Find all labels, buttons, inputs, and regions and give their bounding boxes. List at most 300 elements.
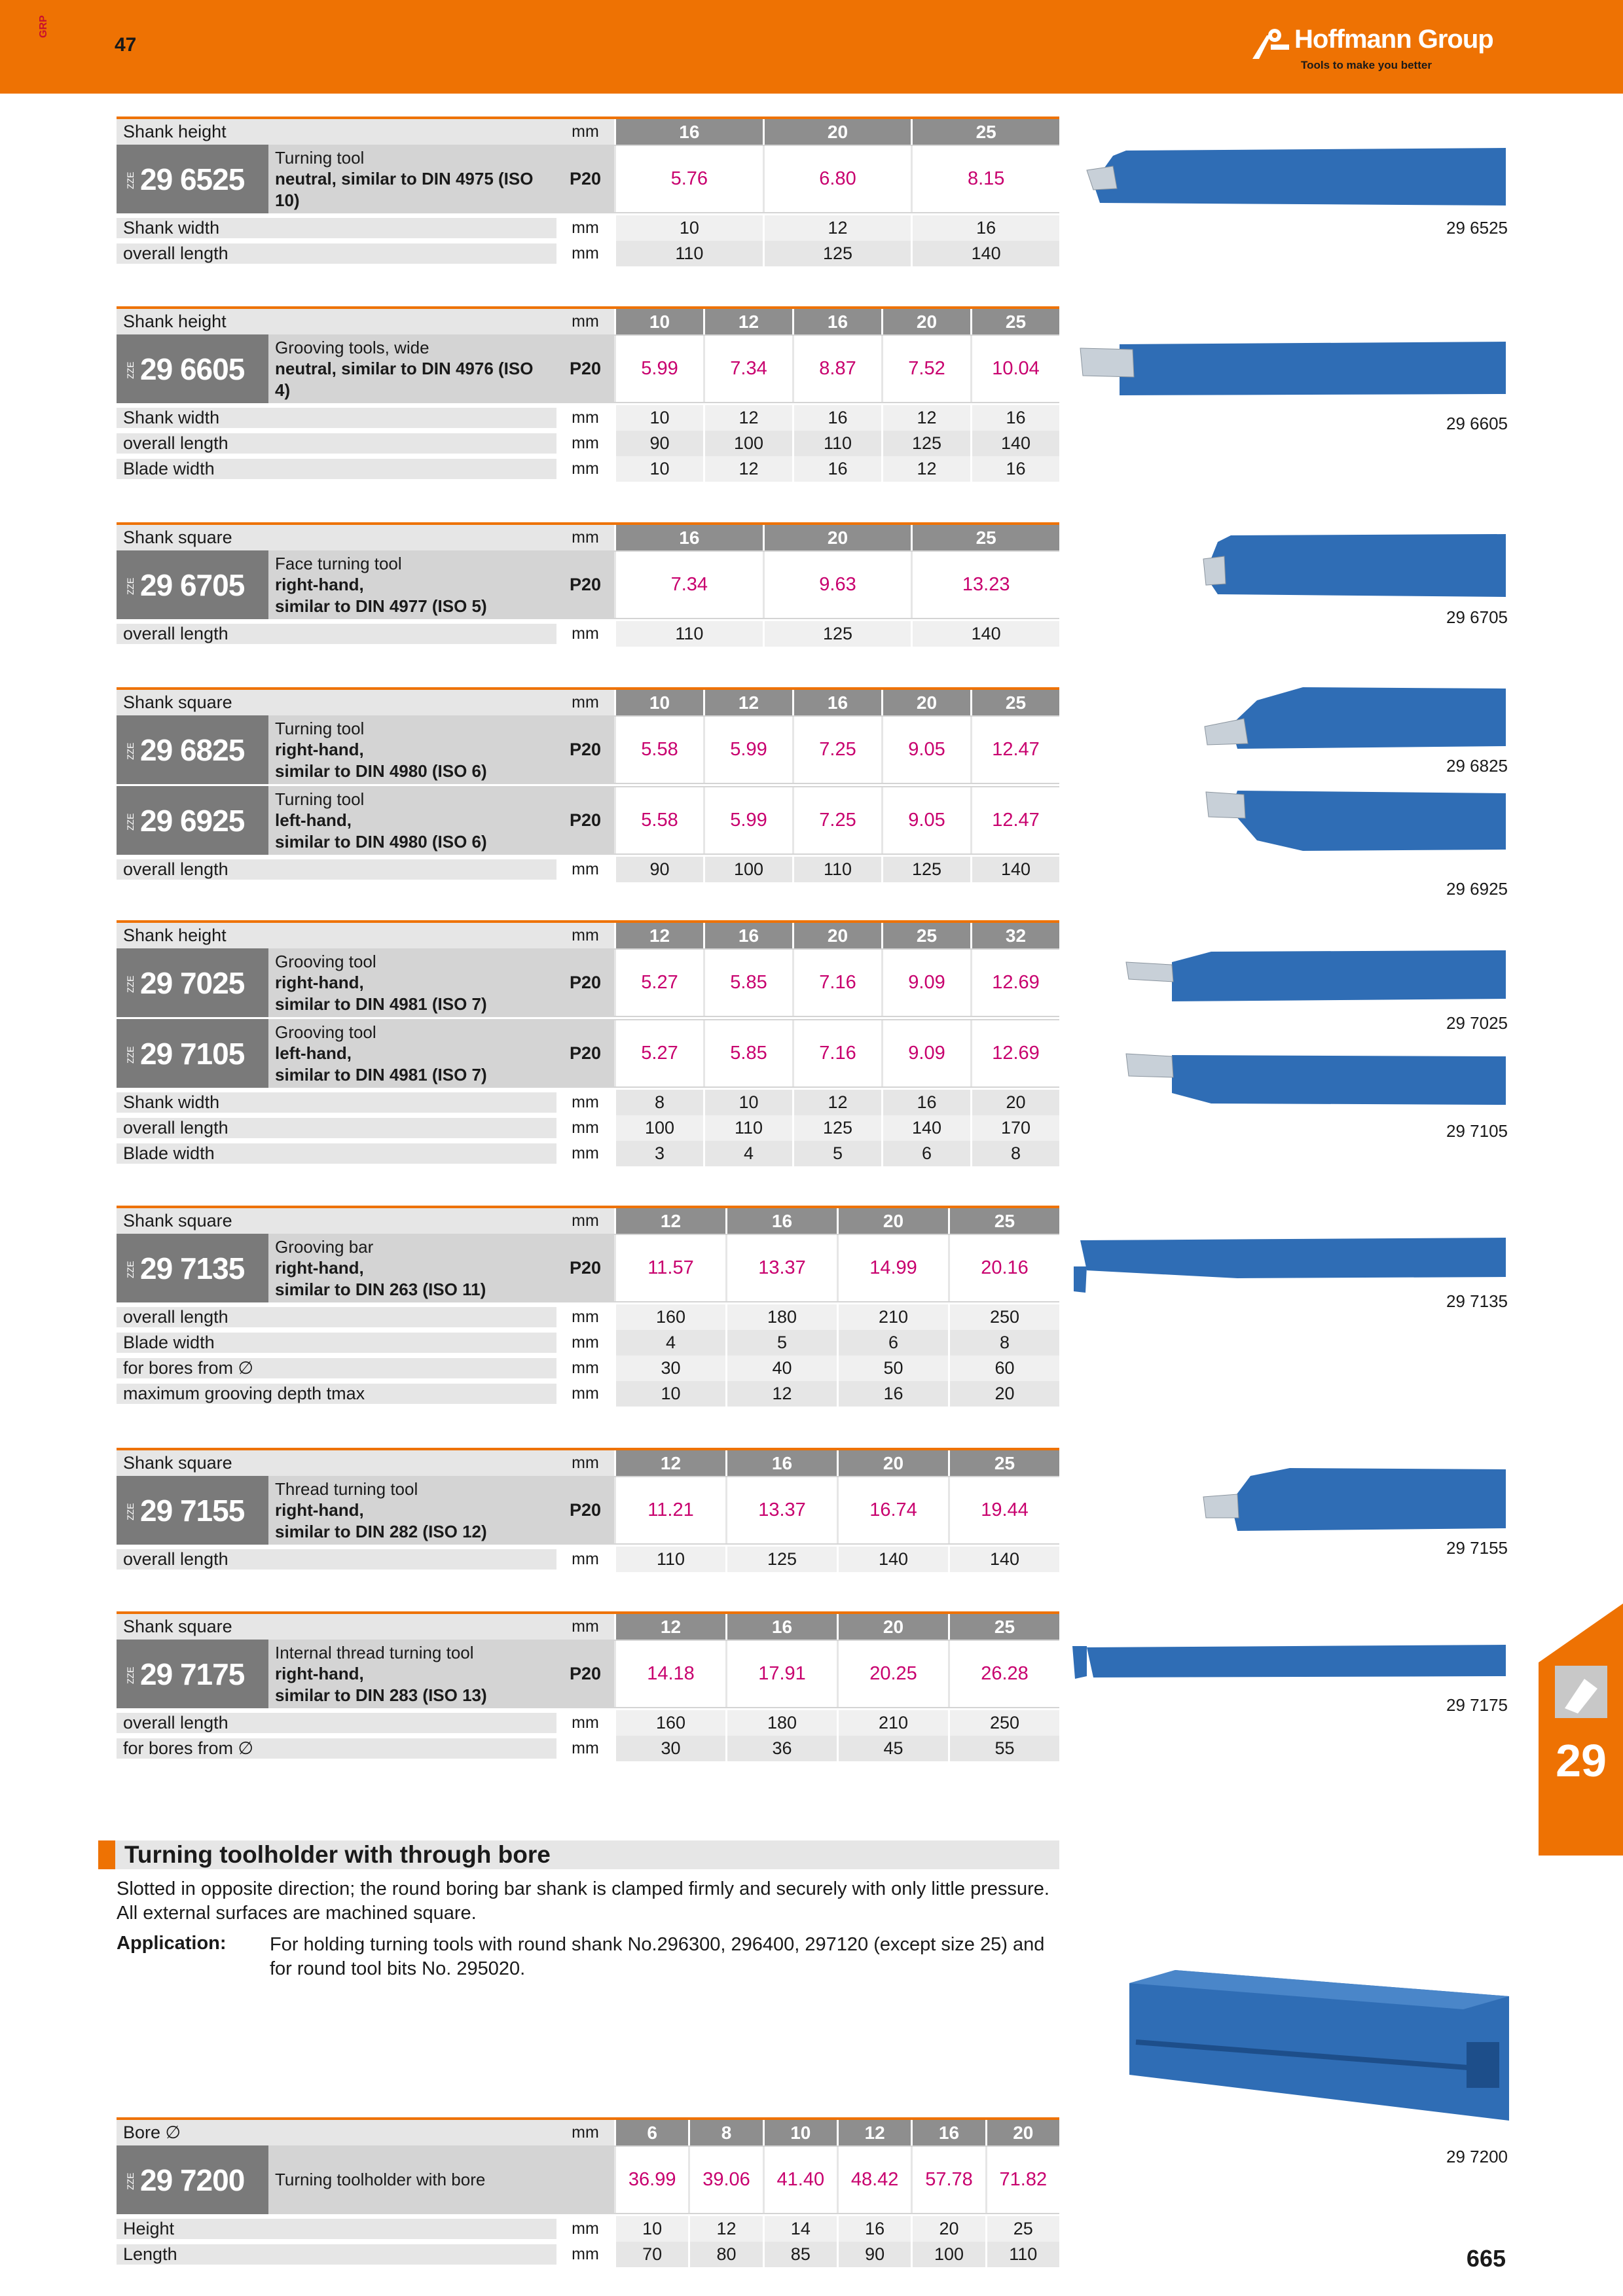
size-column-header: 6 (614, 2120, 688, 2145)
value-cell: 125 (881, 857, 970, 882)
price-cell[interactable]: 9.09 (881, 1020, 970, 1086)
price-cell[interactable]: 9.05 (881, 787, 970, 853)
value-cell: 20 (970, 1090, 1059, 1115)
chapter-number: 29 (1556, 1735, 1607, 1786)
row-label: for bores from ∅ (117, 1738, 556, 1759)
product-row[interactable] (117, 715, 1059, 786)
side-label: GRP (38, 15, 49, 38)
value-cell: 170 (970, 1115, 1059, 1141)
tool-image-296705 (1192, 529, 1512, 607)
row-label: Shank width (117, 1092, 556, 1113)
row-label: Shank square (123, 692, 232, 712)
price-cell[interactable]: 5.85 (703, 950, 792, 1016)
value-cell: 12 (792, 1090, 881, 1115)
row-label: overall length (117, 1118, 556, 1138)
article-number: 29 7025 (140, 965, 245, 1000)
product-table (117, 522, 1059, 647)
row-unit: mm (572, 1119, 599, 1137)
size-column-header: 20 (763, 525, 911, 550)
size-column-header: 16 (725, 1450, 837, 1476)
value-cell: 4 (703, 1141, 792, 1166)
table-row (117, 456, 1059, 482)
product-table (117, 687, 1059, 882)
table-row (117, 1090, 1059, 1115)
value-cell: 5 (792, 1141, 881, 1166)
article-prefix: ZZE (125, 1261, 136, 1278)
size-column-header: 12 (614, 1614, 725, 1640)
product-description (268, 334, 556, 403)
price-cell[interactable]: 57.78 (911, 2147, 985, 2213)
article-number-cell (117, 1476, 268, 1545)
table-header-row (117, 306, 1059, 334)
price-cell[interactable]: 17.91 (725, 1641, 837, 1707)
value-cell: 180 (725, 1304, 837, 1330)
row-label: Length (117, 2244, 556, 2265)
value-cell: 90 (837, 2242, 911, 2267)
row-label: overall length (117, 1307, 556, 1327)
row-values (614, 456, 1059, 482)
logo-text: Hoffmann Group (1294, 25, 1493, 54)
price-cell[interactable]: 20.16 (948, 1235, 1059, 1301)
row-values (614, 1330, 1059, 1355)
figure-id: 29 7200 (1446, 2147, 1508, 2166)
row-label: Shank width (117, 218, 556, 238)
price-cell[interactable]: 12.47 (970, 787, 1059, 853)
price-cell[interactable]: 14.99 (837, 1235, 948, 1301)
value-cell: 10 (614, 405, 703, 431)
price-cell[interactable]: 14.18 (614, 1641, 725, 1707)
value-cell: 140 (911, 241, 1059, 266)
size-column-header: 12 (703, 309, 792, 334)
price-cell[interactable]: 12.47 (970, 717, 1059, 783)
description-bold: left-hand, similar to DIN 4981 (ISO 7) (275, 1043, 487, 1085)
value-cell: 140 (881, 1115, 970, 1141)
price-cells (614, 715, 1059, 784)
grade-label: P20 (556, 550, 614, 619)
size-column-header: 25 (948, 1208, 1059, 1234)
row-unit: mm (572, 1617, 599, 1636)
row-values (614, 2242, 1059, 2267)
price-cells (614, 145, 1059, 213)
price-cells (614, 1019, 1059, 1088)
row-unit: mm (572, 459, 599, 478)
value-cell: 16 (970, 405, 1059, 431)
product-row[interactable] (117, 1019, 1059, 1090)
table-header-row (117, 687, 1059, 715)
tool-image-296925 (1198, 784, 1512, 863)
value-cell: 30 (614, 1355, 725, 1381)
size-column-header: 25 (948, 1614, 1059, 1640)
price-cell[interactable]: 20.25 (837, 1641, 948, 1707)
table-row (117, 1736, 1059, 1761)
article-prefix: ZZE (125, 1666, 136, 1684)
table-row (117, 1547, 1059, 1572)
row-unit: mm (572, 1211, 599, 1230)
value-cell: 16 (792, 456, 881, 482)
article-number-cell (117, 1019, 268, 1088)
price-cell[interactable]: 11.57 (614, 1235, 725, 1301)
price-cell[interactable]: 39.06 (688, 2147, 762, 2213)
row-values (614, 405, 1059, 431)
value-cell: 16 (911, 215, 1059, 241)
price-cell[interactable]: 7.16 (792, 950, 881, 1016)
row-label: Shank height (123, 312, 227, 331)
price-cell[interactable]: 5.99 (703, 787, 792, 853)
product-row[interactable] (117, 1640, 1059, 1710)
price-cell[interactable]: 19.44 (948, 1477, 1059, 1543)
price-cell[interactable]: 7.25 (792, 717, 881, 783)
price-cell[interactable]: 8.15 (911, 146, 1059, 212)
table-row (117, 857, 1059, 882)
size-column-header: 20 (837, 1208, 948, 1234)
row-unit: mm (572, 1713, 599, 1732)
product-description (268, 1234, 556, 1302)
value-cell: 12 (725, 1381, 837, 1407)
row-unit: mm (572, 1333, 599, 1352)
price-cell[interactable]: 7.34 (614, 552, 763, 618)
article-number-cell (117, 1640, 268, 1708)
description-text: Grooving bar (275, 1236, 374, 1257)
row-label: Shank height (123, 925, 227, 945)
value-cell: 100 (614, 1115, 703, 1141)
value-cell: 140 (911, 621, 1059, 647)
description-text: Turning tool (275, 789, 365, 809)
value-cell: 125 (763, 241, 911, 266)
size-column-header: 16 (911, 2120, 985, 2145)
table-row (117, 1381, 1059, 1407)
description-bold: neutral, similar to DIN 4975 (ISO 10) (275, 169, 534, 210)
value-cell: 14 (763, 2216, 837, 2242)
price-cell[interactable]: 12.69 (970, 950, 1059, 1016)
row-label: overall length (117, 1713, 556, 1733)
table-row (117, 215, 1059, 241)
price-cell[interactable]: 71.82 (985, 2147, 1059, 2213)
table-header-row (117, 522, 1059, 550)
description-bold: right-hand, similar to DIN 4977 (ISO 5) (275, 575, 487, 616)
row-unit: mm (572, 926, 599, 944)
description-text: Grooving tool (275, 951, 376, 971)
row-unit: mm (572, 1308, 599, 1326)
size-column-header: 16 (614, 525, 763, 550)
value-cell: 12 (703, 405, 792, 431)
row-unit: mm (572, 1144, 599, 1162)
price-cell[interactable]: 9.05 (881, 717, 970, 783)
row-label: Shank height (123, 122, 227, 141)
chapter-tab[interactable] (1539, 1604, 1623, 1856)
price-cell[interactable]: 5.27 (614, 950, 703, 1016)
product-row[interactable] (117, 1234, 1059, 1304)
row-label: Blade width (117, 1143, 556, 1164)
row-label: overall length (117, 1549, 556, 1570)
size-column-header: 16 (703, 923, 792, 948)
price-cell[interactable]: 36.99 (614, 2147, 688, 2213)
tool-image-296825 (1198, 681, 1512, 759)
value-cell: 4 (614, 1330, 725, 1355)
product-row[interactable] (117, 145, 1059, 215)
price-cells (614, 1234, 1059, 1302)
price-cell[interactable]: 5.99 (614, 336, 703, 402)
row-unit: mm (572, 1739, 599, 1757)
logo-mark-icon (1249, 27, 1292, 60)
header-values (614, 923, 1059, 948)
table-row (117, 1304, 1059, 1330)
price-cell[interactable]: 16.74 (837, 1477, 948, 1543)
value-cell: 90 (614, 857, 703, 882)
value-cell: 16 (970, 456, 1059, 482)
price-cell[interactable]: 7.52 (881, 336, 970, 402)
product-row[interactable] (117, 948, 1059, 1019)
value-cell: 6 (837, 1330, 948, 1355)
price-cell[interactable]: 5.58 (614, 717, 703, 783)
row-unit: mm (572, 244, 599, 262)
size-column-header: 12 (614, 1450, 725, 1476)
logo-tagline: Tools to make you better (1301, 59, 1432, 71)
product-description (268, 1019, 556, 1088)
table-row (117, 1355, 1059, 1381)
price-cells (614, 786, 1059, 855)
value-cell: 210 (837, 1304, 948, 1330)
tool-image-297025 (1120, 942, 1512, 1008)
price-cell[interactable]: 7.34 (703, 336, 792, 402)
header-values (614, 525, 1059, 550)
value-cell: 6 (881, 1141, 970, 1166)
grade-label: P20 (556, 1234, 614, 1302)
description-text: Face turning tool (275, 553, 402, 573)
price-cell[interactable]: 41.40 (763, 2147, 837, 2213)
table-row (117, 2216, 1059, 2242)
size-column-header: 25 (970, 309, 1059, 334)
page-number-top: 47 (115, 34, 137, 56)
price-cell[interactable]: 7.16 (792, 1020, 881, 1086)
figure-id: 29 6825 (1446, 756, 1508, 776)
header-values (614, 119, 1059, 145)
article-number: 29 6705 (140, 567, 245, 602)
price-cell[interactable]: 26.28 (948, 1641, 1059, 1707)
row-unit: mm (572, 1454, 599, 1472)
row-unit: mm (572, 1550, 599, 1568)
description-text: Grooving tools, wide (275, 337, 429, 357)
price-cell[interactable]: 8.87 (792, 336, 881, 402)
price-cell[interactable]: 5.99 (703, 717, 792, 783)
product-row[interactable] (117, 1476, 1059, 1547)
price-cell[interactable]: 12.69 (970, 1020, 1059, 1086)
value-cell: 16 (881, 1090, 970, 1115)
application-text: For holding turning tools with round shank No.296300, 296400, 297120 (except size 25) and for round tool bits No. 295020. (270, 1934, 1045, 1979)
value-cell: 125 (881, 431, 970, 456)
product-row[interactable] (117, 550, 1059, 621)
value-cell: 110 (614, 1547, 725, 1572)
figure-id: 29 6705 (1446, 607, 1508, 627)
table-row (117, 1141, 1059, 1166)
size-column-header: 32 (970, 923, 1059, 948)
price-cell[interactable]: 5.27 (614, 1020, 703, 1086)
value-cell: 10 (703, 1090, 792, 1115)
article-number-cell (117, 550, 268, 619)
article-number: 29 7155 (140, 1493, 245, 1528)
value-cell: 110 (614, 621, 763, 647)
application-label: Application: (117, 1933, 227, 1954)
article-prefix: ZZE (125, 2172, 136, 2190)
size-column-header: 25 (881, 923, 970, 948)
row-unit: mm (572, 312, 599, 331)
description-bold: left-hand, similar to DIN 4980 (ISO 6) (275, 810, 487, 852)
value-cell: 110 (985, 2242, 1059, 2267)
size-column-header: 10 (763, 2120, 837, 2145)
size-column-header: 16 (725, 1208, 837, 1234)
row-unit: mm (572, 408, 599, 427)
value-cell: 3 (614, 1141, 703, 1166)
row-label: Blade width (117, 459, 556, 479)
description-text: Turning tool (275, 147, 365, 168)
value-cell: 12 (703, 456, 792, 482)
table-row (117, 405, 1059, 431)
row-label: overall length (117, 243, 556, 264)
row-values (614, 215, 1059, 241)
row-label: Shank width (117, 408, 556, 428)
value-cell: 16 (837, 1381, 948, 1407)
size-column-header: 20 (792, 923, 881, 948)
value-cell: 8 (948, 1330, 1059, 1355)
tool-image-297135 (1067, 1234, 1512, 1293)
row-unit: mm (572, 219, 599, 237)
value-cell: 210 (837, 1710, 948, 1736)
row-unit: mm (572, 528, 599, 547)
table-row (117, 1115, 1059, 1141)
row-values (614, 1736, 1059, 1761)
price-cell[interactable]: 10.04 (970, 336, 1059, 402)
price-cell[interactable]: 11.21 (614, 1477, 725, 1543)
product-table (117, 306, 1059, 482)
product-description (268, 948, 556, 1017)
grade-label: P20 (556, 948, 614, 1017)
row-label: Shank square (123, 1211, 232, 1230)
table-row (117, 241, 1059, 266)
article-prefix: ZZE (125, 171, 136, 189)
price-cell[interactable]: 5.85 (703, 1020, 792, 1086)
article-number-cell (117, 948, 268, 1017)
toolholder-image-297200 (1123, 1970, 1516, 2127)
product-row[interactable] (117, 334, 1059, 405)
value-cell: 60 (948, 1355, 1059, 1381)
figure-id: 29 6925 (1446, 879, 1508, 899)
product-row[interactable] (117, 786, 1059, 857)
table-header-row (117, 1448, 1059, 1476)
header-values (614, 1614, 1059, 1640)
article-number-cell (117, 2145, 268, 2214)
value-cell: 250 (948, 1710, 1059, 1736)
value-cell: 30 (614, 1736, 725, 1761)
value-cell: 140 (970, 857, 1059, 882)
row-unit: mm (572, 122, 599, 141)
article-number: 29 6925 (140, 803, 245, 838)
product-table (117, 2117, 1059, 2267)
price-cell[interactable]: 9.09 (881, 950, 970, 1016)
row-unit: mm (572, 1384, 599, 1403)
figure-id: 29 7135 (1446, 1291, 1508, 1311)
price-cell[interactable]: 9.63 (763, 552, 911, 618)
price-cell[interactable]: 13.23 (911, 552, 1059, 618)
value-cell: 140 (948, 1547, 1059, 1572)
value-cell: 100 (703, 857, 792, 882)
header-values (614, 1450, 1059, 1476)
value-cell: 20 (948, 1381, 1059, 1407)
row-values (614, 1381, 1059, 1407)
row-values (614, 2216, 1059, 2242)
price-cell[interactable]: 13.37 (725, 1477, 837, 1543)
price-cell[interactable]: 7.25 (792, 787, 881, 853)
price-cell[interactable]: 5.76 (614, 146, 763, 212)
product-description (268, 1476, 556, 1545)
value-cell: 8 (614, 1090, 703, 1115)
article-prefix: ZZE (125, 1046, 136, 1064)
value-cell: 16 (792, 405, 881, 431)
table-row (117, 1330, 1059, 1355)
row-unit: mm (572, 1093, 599, 1111)
value-cell: 12 (763, 215, 911, 241)
row-values (614, 1547, 1059, 1572)
price-cells (614, 948, 1059, 1017)
price-cell[interactable]: 48.42 (837, 2147, 911, 2213)
value-cell: 50 (837, 1355, 948, 1381)
price-cell[interactable]: 5.58 (614, 787, 703, 853)
article-prefix: ZZE (125, 813, 136, 831)
row-values (614, 1141, 1059, 1166)
description-bold: right-hand, similar to DIN 4980 (ISO 6) (275, 740, 487, 781)
article-number-cell (117, 334, 268, 403)
product-table (117, 920, 1059, 1166)
row-values (614, 621, 1059, 647)
table-row (117, 621, 1059, 647)
figure-id: 29 7025 (1446, 1013, 1508, 1033)
grade-label: P20 (556, 334, 614, 403)
product-table (117, 117, 1059, 266)
value-cell: 10 (614, 215, 763, 241)
table-header-row (117, 1611, 1059, 1640)
hoffmann-logo[interactable] (1247, 18, 1509, 77)
price-cells (614, 334, 1059, 403)
size-column-header: 10 (614, 309, 703, 334)
price-cell[interactable]: 13.37 (725, 1235, 837, 1301)
size-column-header: 20 (763, 119, 911, 145)
article-number: 29 7200 (140, 2162, 245, 2197)
header-values (614, 1208, 1059, 1234)
grade-label: P20 (556, 145, 614, 213)
value-cell: 90 (614, 431, 703, 456)
section-description: Slotted in opposite direction; the round boring bar shank is clamped firmly and securely with only little pressure. All external surfaces are machined square. (117, 1878, 1049, 1924)
article-number-cell (117, 715, 268, 784)
grade-label: P20 (556, 715, 614, 784)
product-description (268, 715, 556, 784)
description-bold: right-hand, similar to DIN 4981 (ISO 7) (275, 973, 487, 1014)
size-column-header: 16 (614, 119, 763, 145)
value-cell: 8 (970, 1141, 1059, 1166)
grade-label: P20 (556, 1640, 614, 1708)
row-label: for bores from ∅ (117, 1358, 556, 1378)
size-column-header: 10 (614, 690, 703, 715)
value-cell: 70 (614, 2242, 688, 2267)
price-cell[interactable]: 6.80 (763, 146, 911, 212)
size-column-header: 25 (911, 119, 1059, 145)
size-column-header: 16 (792, 309, 881, 334)
row-label: Shank square (123, 528, 232, 547)
product-row[interactable] (117, 2145, 1059, 2216)
table-header-row (117, 2117, 1059, 2145)
row-unit: mm (572, 860, 599, 878)
size-column-header: 20 (881, 690, 970, 715)
value-cell: 140 (837, 1547, 948, 1572)
article-number-cell (117, 786, 268, 855)
page-number-bottom: 665 (1466, 2245, 1506, 2272)
